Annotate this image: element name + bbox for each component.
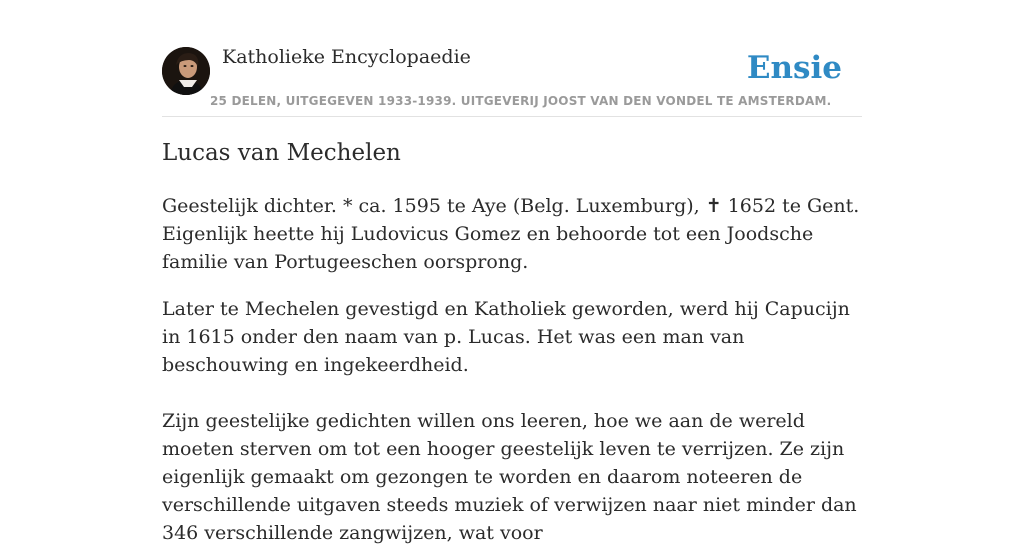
- source-description: 25 DELEN, UITGEGEVEN 1933-1939. UITGEVERIJ JOOST VAN DEN VONDEL TE AMSTERDAM.: [210, 94, 832, 108]
- article-paragraph: Zijn geestelijke gedichten willen ons leeren, hoe we aan de wereld moeten sterven om tot een hooger geestelijk leven te verrijzen. Ze zijn eigenlijk gemaakt om gezongen te worden en daarom noteeren de verschillende uitgaven steeds muziek of verwijzen naar niet minder dan 346 verschillende zangwijzen, wat voor: [162, 410, 857, 544]
- portrait-avatar-image: [162, 47, 210, 95]
- article-title: Lucas van Mechelen: [162, 140, 401, 166]
- source-header: [162, 0, 862, 117]
- article-paragraph: Geestelijk dichter. * ca. 1595 te Aye (Belg. Luxemburg), ✝ 1652 te Gent. Eigenlijk heette hij Ludovicus Gomez en behoorde tot een Joodsche familie van Portugeeschen oorsprong.: [162, 195, 860, 273]
- article-paragraph: Later te Mechelen gevestigd en Katholiek geworden, werd hij Capucijn in 1615 onder den naam van p. Lucas. Het was een man van beschouwing en ingekeerdheid.: [162, 298, 850, 376]
- page: [162, 0, 862, 544]
- ensie-logo-link[interactable]: Ensie: [746, 50, 842, 86]
- portrait-avatar-icon[interactable]: [162, 47, 210, 95]
- source-title[interactable]: Katholieke Encyclopaedie: [222, 46, 471, 68]
